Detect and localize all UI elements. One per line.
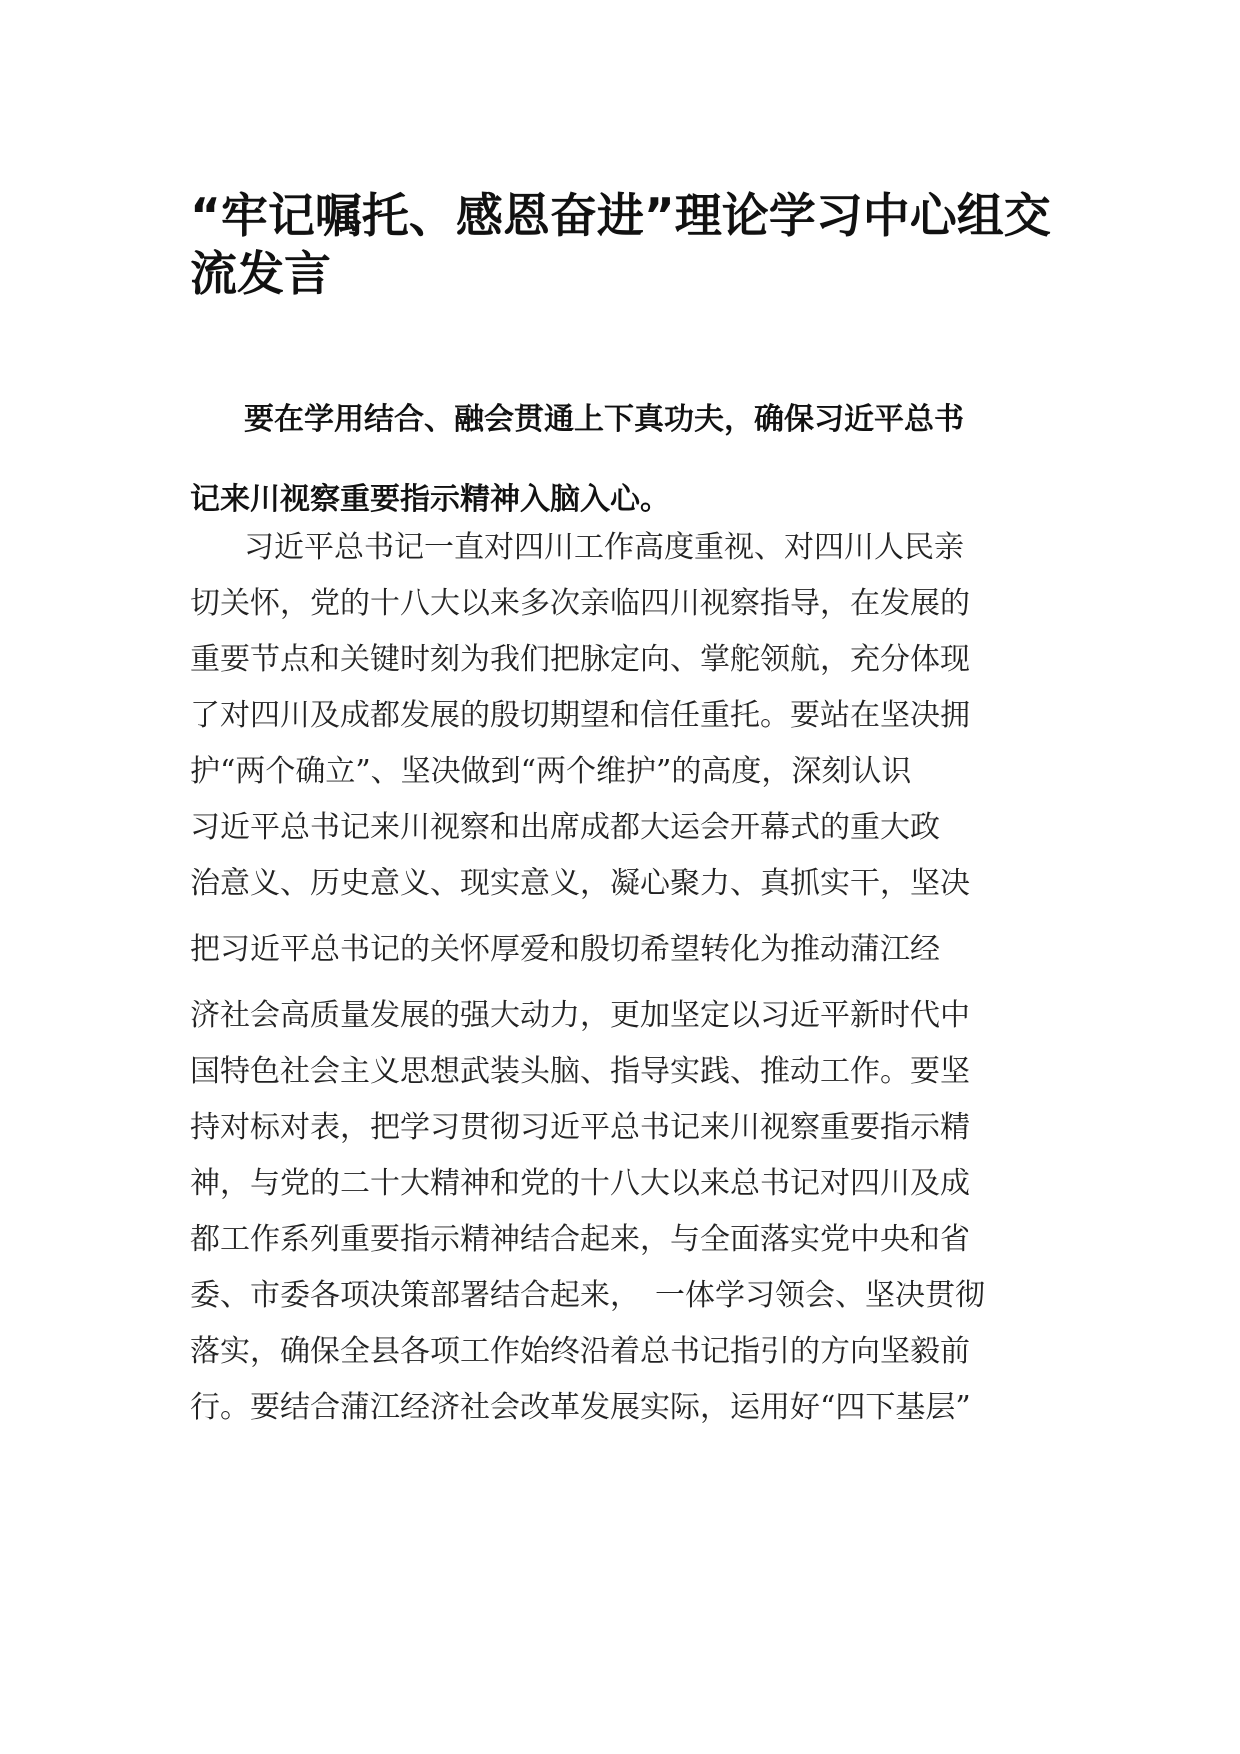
body-line: 习近平总书记来川视察和出席成都大运会开幕式的重大政 bbox=[190, 810, 940, 845]
body-line: 治意义、历史意义、现实意义，凝心聚力、真抓实干，坚决 bbox=[190, 866, 970, 901]
lead-paragraph bbox=[190, 380, 1050, 540]
body-line: 切关怀，党的十八大以来多次亲临四川视察指导，在发展的 bbox=[190, 586, 970, 621]
body-line: 行。要结合蒲江经济社会改革发展实际，运用好“四下基层” bbox=[190, 1390, 971, 1425]
title-line: “牢记嘱托、感恩奋进”理论学习中心组交 bbox=[190, 189, 1051, 244]
body-line: 济社会高质量发展的强大动力，更加坚定以习近平新时代中 bbox=[190, 998, 970, 1033]
body-line: 都工作系列重要指示精神结合起来，与全面落实党中央和省 bbox=[190, 1222, 970, 1257]
lead-line: 要在学用结合、融会贯通上下真功夫，确保习近平总书 bbox=[244, 402, 964, 437]
body-line: 把习近平总书记的关怀厚爱和殷切希望转化为推动蒲江经 bbox=[190, 932, 940, 967]
lead-line: 记来川视察重要指示精神入脑入心。 bbox=[190, 482, 670, 517]
body-line: 习近平总书记一直对四川工作高度重视、对四川人民亲 bbox=[244, 530, 964, 565]
body-line: 国特色社会主义思想武装头脑、指导实践、推动工作。要坚 bbox=[190, 1054, 970, 1089]
document-title bbox=[190, 188, 1070, 304]
body-line: 神，与党的二十大精神和党的十八大以来总书记对四川及成 bbox=[190, 1166, 970, 1201]
body-line: 重要节点和关键时刻为我们把脉定向、掌舵领航，充分体现 bbox=[190, 642, 970, 677]
body-line: 护“两个确立”、坚决做到“两个维护”的高度，深刻认识 bbox=[190, 754, 912, 789]
title-line: 流发言 bbox=[190, 247, 331, 302]
body-paragraph bbox=[190, 520, 1060, 1436]
body-line: 落实，确保全县各项工作始终沿着总书记指引的方向坚毅前 bbox=[190, 1334, 970, 1369]
body-line: 委、市委各项决策部署结合起来， 一体学习领会、坚决贯彻 bbox=[190, 1278, 985, 1313]
body-line: 持对标对表，把学习贯彻习近平总书记来川视察重要指示精 bbox=[190, 1110, 970, 1145]
body-line: 了对四川及成都发展的殷切期望和信任重托。要站在坚决拥 bbox=[190, 698, 970, 733]
